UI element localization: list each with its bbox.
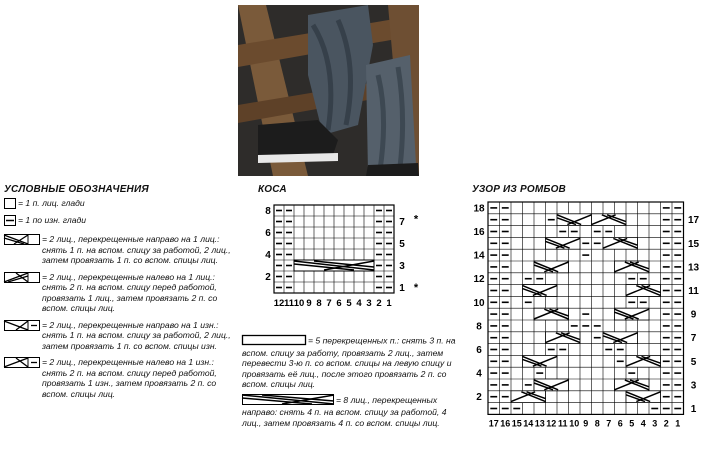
kosa-chart [258,201,419,311]
uzor-col-label: 5 [629,418,635,429]
uzor-row-label-left: 10 [473,297,485,309]
legend-item: = 1 по изн. глади [4,215,236,229]
uzor-row-label-right: 7 [690,333,697,345]
kosa-row-label-left: 4 [265,249,271,261]
kosa-col-label: 5 [346,298,352,309]
cross-right-2k-purl-icon [4,320,40,334]
legend-item: = 1 п. лиц. глади [4,198,236,212]
kosa-star: * [413,213,419,226]
kosa-col-label: 9 [306,298,312,309]
cross-right-2k-icon [4,234,40,248]
kosa-col-label: 8 [316,298,322,309]
uzor-col-label: 11 [557,418,568,429]
uzor-row-label-right: 13 [687,262,700,274]
uzor-row-label-left: 2 [476,392,482,404]
uzor-row-label-left: 4 [476,368,482,380]
cross-left-2k-purl-icon [4,357,40,371]
kosa-row-label-left: 6 [265,227,271,239]
kosa-col-label: 4 [356,298,362,309]
symbols-legend [4,184,236,399]
uzor-col-label: 15 [511,418,522,429]
uzor-row-label-left: 18 [473,203,485,215]
uzor-row-label-left: 12 [473,274,485,286]
uzor-col-label: 10 [569,418,580,429]
legend-item: = 2 лиц., перекрещенные направо на 1 изн.: снять 1 п. на вспом. спицу за работой, 2 лиц., затем провязать 1 п. со вспом. спицы изн. [4,320,236,352]
knit-square-icon [4,198,16,212]
uzor-col-label: 7 [606,418,612,429]
kosa-row-label-right: 3 [399,260,405,272]
uzor-col-label: 17 [488,418,499,429]
legend-title: УСЛОВНЫЕ ОБОЗНАЧЕНИЯ [4,184,149,195]
uzor-title: УЗОР ИЗ РОМБОВ [472,184,566,195]
cable-legend [242,335,466,428]
five-cross-icon [242,335,306,348]
uzor-row-label-left: 16 [473,227,485,239]
legend-item: = 2 лиц., перекрещенные направо на 1 лиц.: снять 1 п. на вспом. спицу за работой, 2 лиц., затем провязать 1 п. со вспом. спицы лиц. [4,234,236,266]
uzor-col-label: 6 [617,418,623,429]
uzor-chart [468,198,704,428]
kosa-col-label: 3 [366,298,372,309]
uzor-row-label-right: 3 [690,380,697,392]
kosa-title: КОСА [258,184,287,195]
kosa-col-label: 6 [336,298,342,309]
uzor-col-label: 14 [523,418,534,429]
kosa-col-label: 10 [293,298,305,309]
uzor-row-label-right: 15 [687,238,700,250]
legend-item: = 8 лиц., перекрещенных направо: снять 4 п. на вспом. спицу за работой, 4 лиц., затем провязать 4 п. со вспом. спицы лиц. [242,394,447,428]
uzor-col-label: 16 [500,418,511,429]
uzor-col-label: 2 [663,418,669,429]
uzor-col-label: 3 [652,418,658,429]
legend-item: = 2 лиц., перекрещенные налево на 1 изн.: снять 2 п. на вспом. спицу перед работой, провязать 1 изн., затем провязать 2 п. со вспом. спицы лиц. [4,357,236,399]
kosa-col-label: 11 [283,298,295,309]
cross-left-2k-icon [4,272,40,286]
leg-warmers-photo [238,5,419,176]
uzor-row-label-right: 9 [690,309,697,321]
uzor-row-label-left: 8 [476,321,482,333]
legend-item: = 2 лиц., перекрещенные налево на 1 лиц.: снять 2 п. на вспом. спицу перед работой, провязать 1 лиц., затем провязать 2 п. со вспом. спицы лиц. [4,272,236,314]
legend-item: = 5 перекрещенных п.: снять 3 п. на вспом. спицу за работу, провязать 2 лиц., затем перевести 3-ю п. со вспом. спицы на левую спицу и провязать её лиц., после этого провязать 2 п. со вспом. спицы лиц. [242,335,456,389]
kosa-col-label: 2 [376,298,382,309]
purl-square-icon [4,215,16,229]
kosa-col-label: 7 [326,298,332,309]
kosa-row-label-right: 1 [399,282,405,294]
uzor-col-label: 1 [675,418,681,429]
uzor-col-label: 9 [583,418,589,429]
uzor-col-label: 12 [546,418,557,429]
uzor-col-label: 13 [534,418,545,429]
kosa-row-label-left: 2 [265,271,271,283]
kosa-row-label-right: 5 [399,238,405,250]
uzor-row-label-right: 1 [690,404,697,416]
eight-cross-icon [242,394,334,408]
uzor-row-label-left: 14 [473,250,485,262]
kosa-col-label: 12 [273,298,285,309]
kosa-row-label-right: 7 [399,216,405,228]
uzor-row-label-left: 6 [476,345,482,357]
uzor-row-label-right: 5 [690,356,697,368]
kosa-star: * [413,281,419,294]
uzor-row-label-right: 17 [687,215,700,227]
kosa-col-label: 1 [386,298,392,309]
uzor-col-label: 4 [640,418,646,429]
uzor-col-label: 8 [594,418,600,429]
uzor-row-label-right: 11 [688,286,699,298]
kosa-row-label-left: 8 [265,205,271,217]
